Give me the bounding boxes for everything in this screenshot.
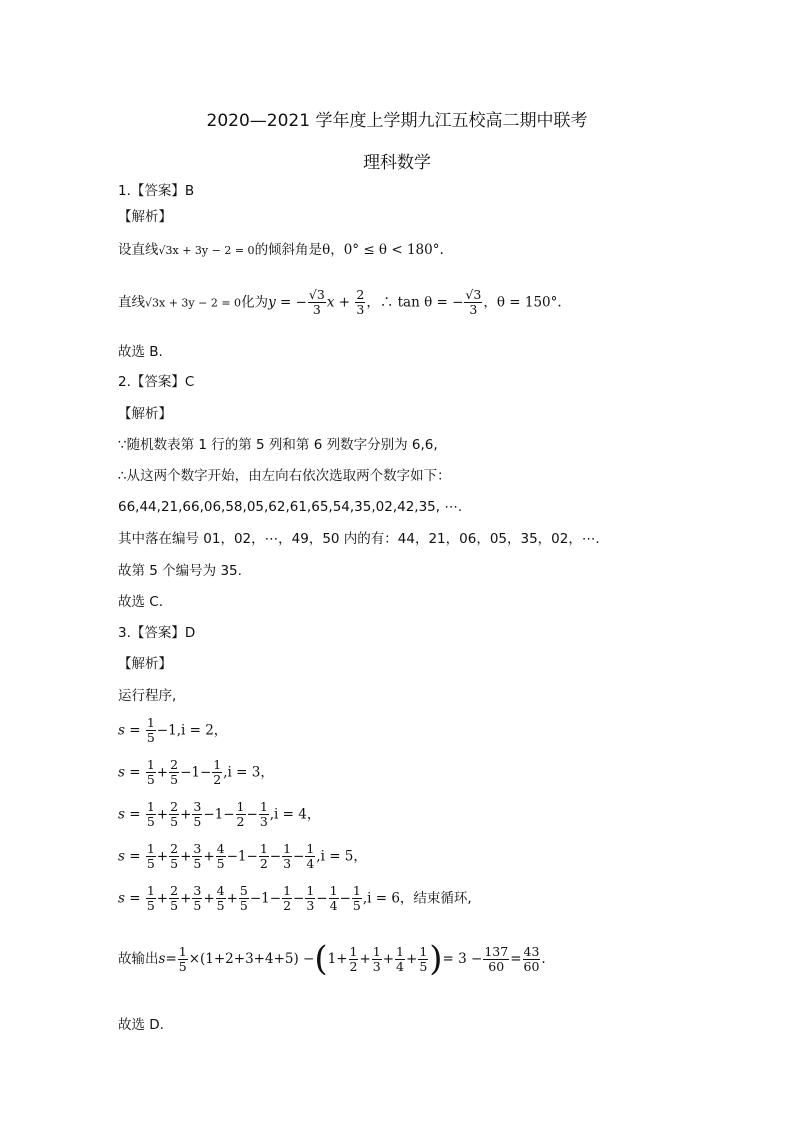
q3-run: 运行程序, (118, 688, 177, 704)
q3-step2: s = $\frac{1}{5}$ + $\frac{2}{5}$ −1− $\frac{1}{2}$ ,i = 3， (118, 757, 274, 787)
q3-output: 故输出s= $\frac{1}{5}$ ×(1+2+3+4+5) −(1+ $\frac{1}{2}$ + $\frac{1}{3}$ + $\frac{1}{4}$ + $\frac{1}{5}$ )= 3 − $\frac{137}{60}$ = $\frac{43}{60}$ . (118, 939, 546, 979)
q1-conclusion: 故选 B. (118, 344, 163, 360)
q3-step4: s = $\frac{1}{5}$ + $\frac{2}{5}$ + $\frac{3}{5}$ + $\frac{4}{5}$ −1− $\frac{1}{2}$ − $\frac{1}{3}$ − $\frac{1}{4}$ ,i = 5， (118, 841, 367, 871)
q3-step1: s = $\frac{1}{5}$ −1,i = 2， (118, 715, 228, 745)
q2-analysis-heading: 【解析】 (118, 406, 172, 422)
document-title: 2020—2021 学年度上学期九江五校高二期中联考 (206, 111, 588, 131)
q1-line1-equation: √3x + 3y − 2 = 0 (158, 244, 255, 257)
q3-analysis-heading: 【解析】 (118, 656, 172, 672)
q3-step3: s = $\frac{1}{5}$ + $\frac{2}{5}$ + $\frac{3}{5}$ −1− $\frac{1}{2}$ − $\frac{1}{3}$ ,i = 4， (118, 799, 321, 829)
q2-conclusion: 故选 C. (118, 594, 164, 610)
q2-line1: ∵随机数表第 1 行的第 5 列和第 6 列数字分别为 6,6, (118, 437, 438, 453)
document-subtitle: 理科数学 (363, 153, 431, 173)
q2-line5: 故第 5 个编号为 35. (118, 563, 242, 579)
q1-line1-range: θ，0° ≤ θ < 180°. (322, 242, 444, 258)
q1-line1: 设直线√3x + 3y − 2 = 0的倾斜角是θ，0° ≤ θ < 180°. (118, 242, 444, 258)
q2-answer: 2.【答案】C (118, 374, 195, 390)
q1-answer: 1.【答案】B (118, 183, 195, 199)
q2-line2: ∴从这两个数字开始，由左向右依次选取两个数字如下： (118, 468, 451, 484)
q2-line4: 其中落在编号 01，02，⋯，49，50 内的有：44，21，06，05，35，02，⋯. (118, 531, 600, 547)
q3-step5: s = $\frac{1}{5}$ + $\frac{2}{5}$ + $\frac{3}{5}$ + $\frac{4}{5}$ + $\frac{5}{5}$ −1− $\frac{1}{2}$ − $\frac{1}{3}$ − $\frac{1}{4}$ − $\frac{1}{5}$ ,i = 6，结束循环, (118, 883, 472, 913)
q3-conclusion: 故选 D. (118, 1017, 164, 1033)
q1-line2: 直线√3x + 3y − 2 = 0化为y = − $\frac{√3}{3}$ x + $\frac{2}{3}$ ，∴ tan θ = − $\frac{√3}{3}$ ，θ = 150°. (118, 287, 562, 317)
q1-line2-equation: √3x + 3y − 2 = 0 (145, 296, 242, 310)
q1-analysis-heading: 【解析】 (118, 209, 172, 225)
q3-answer: 3.【答案】D (118, 625, 196, 641)
q2-line3: 66,44,21,66,06,58,05,62,61,65,54,35,02,42,35, ⋯. (118, 499, 463, 515)
